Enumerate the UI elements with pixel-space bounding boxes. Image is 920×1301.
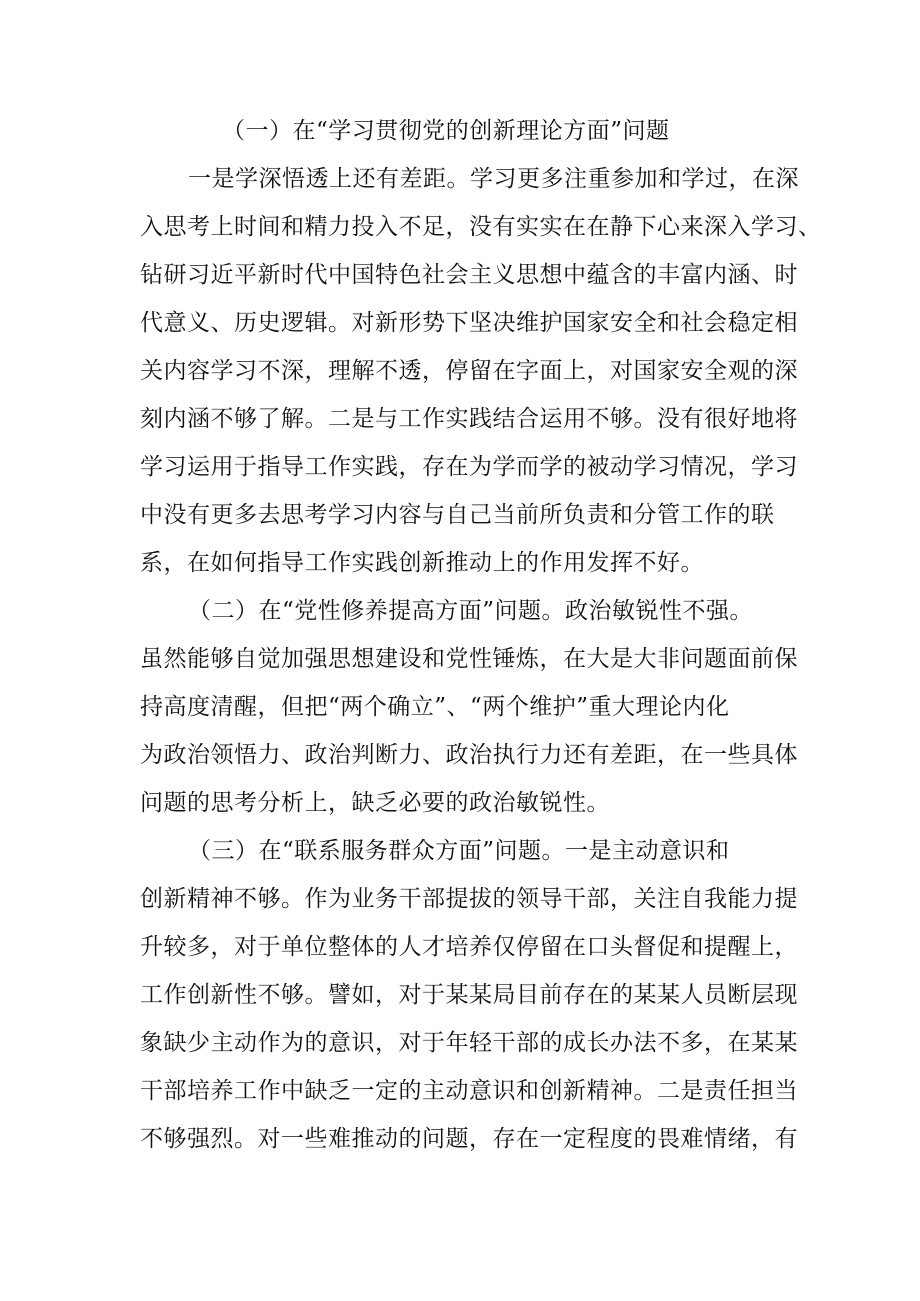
paragraph-line: 系，在如何指导工作实践创新推动上的作用发挥不好。 <box>140 550 704 576</box>
paragraph-line: 入思考上时间和精力投入不足，没有实实在在静下心来深入学习、 <box>140 214 822 240</box>
paragraph-line: 问题的思考分析上，缺乏必要的政治敏锐性。 <box>140 790 610 816</box>
paragraph-line: 不够强烈。对一些难推动的问题，存在一定程度的畏难情绪，有 <box>140 1126 798 1152</box>
paragraph-line: 象缺少主动作为的意识，对于年轻干部的成长办法不多，在某某 <box>140 1030 798 1056</box>
paragraph-line: 为政治领悟力、政治判断力、政治执行力还有差距，在一些具体 <box>140 742 798 768</box>
paragraph-line: 代意义、历史逻辑。对新形势下坚决维护国家安全和社会稳定相 <box>140 310 798 336</box>
paragraph-line: 升较多，对于单位整体的人才培养仅停留在口头督促和提醒上， <box>140 934 798 960</box>
section-heading-3: （三）在“联系服务群众方面”问题。一是主动意识和 <box>188 838 730 864</box>
paragraph-line: 中没有更多去思考学习内容与自己当前所负责和分管工作的联 <box>140 502 775 528</box>
paragraph-line: 钻研习近平新时代中国特色社会主义思想中蕴含的丰富内涵、时 <box>140 262 798 288</box>
paragraph-line: 关内容学习不深，理解不透，停留在字面上，对国家安全观的深 <box>140 358 798 384</box>
paragraph-line: 虽然能够自觉加强思想建设和党性锤炼，在大是大非问题面前保 <box>140 646 798 672</box>
section-heading-1: （一）在“学习贯彻党的创新理论方面”问题 <box>222 118 670 144</box>
paragraph-line: 一是学深悟透上还有差距。学习更多注重参加和学过，在深 <box>188 166 799 192</box>
section-heading-2: （二）在“党性修养提高方面”问题。政治敏锐性不强。 <box>188 598 754 624</box>
paragraph-line: 工作创新性不够。譬如，对于某某局目前存在的某某人员断层现 <box>140 982 798 1008</box>
paragraph-line: 创新精神不够。作为业务干部提拔的领导干部，关注自我能力提 <box>140 886 798 912</box>
paragraph-line: 干部培养工作中缺乏一定的主动意识和创新精神。二是责任担当 <box>140 1078 798 1104</box>
paragraph-line: 持高度清醒，但把“两个确立”、“两个维护”重大理论内化 <box>140 694 730 720</box>
paragraph-line: 学习运用于指导工作实践，存在为学而学的被动学习情况，学习 <box>140 454 798 480</box>
paragraph-line: 刻内涵不够了解。二是与工作实践结合运用不够。没有很好地将 <box>140 406 798 432</box>
